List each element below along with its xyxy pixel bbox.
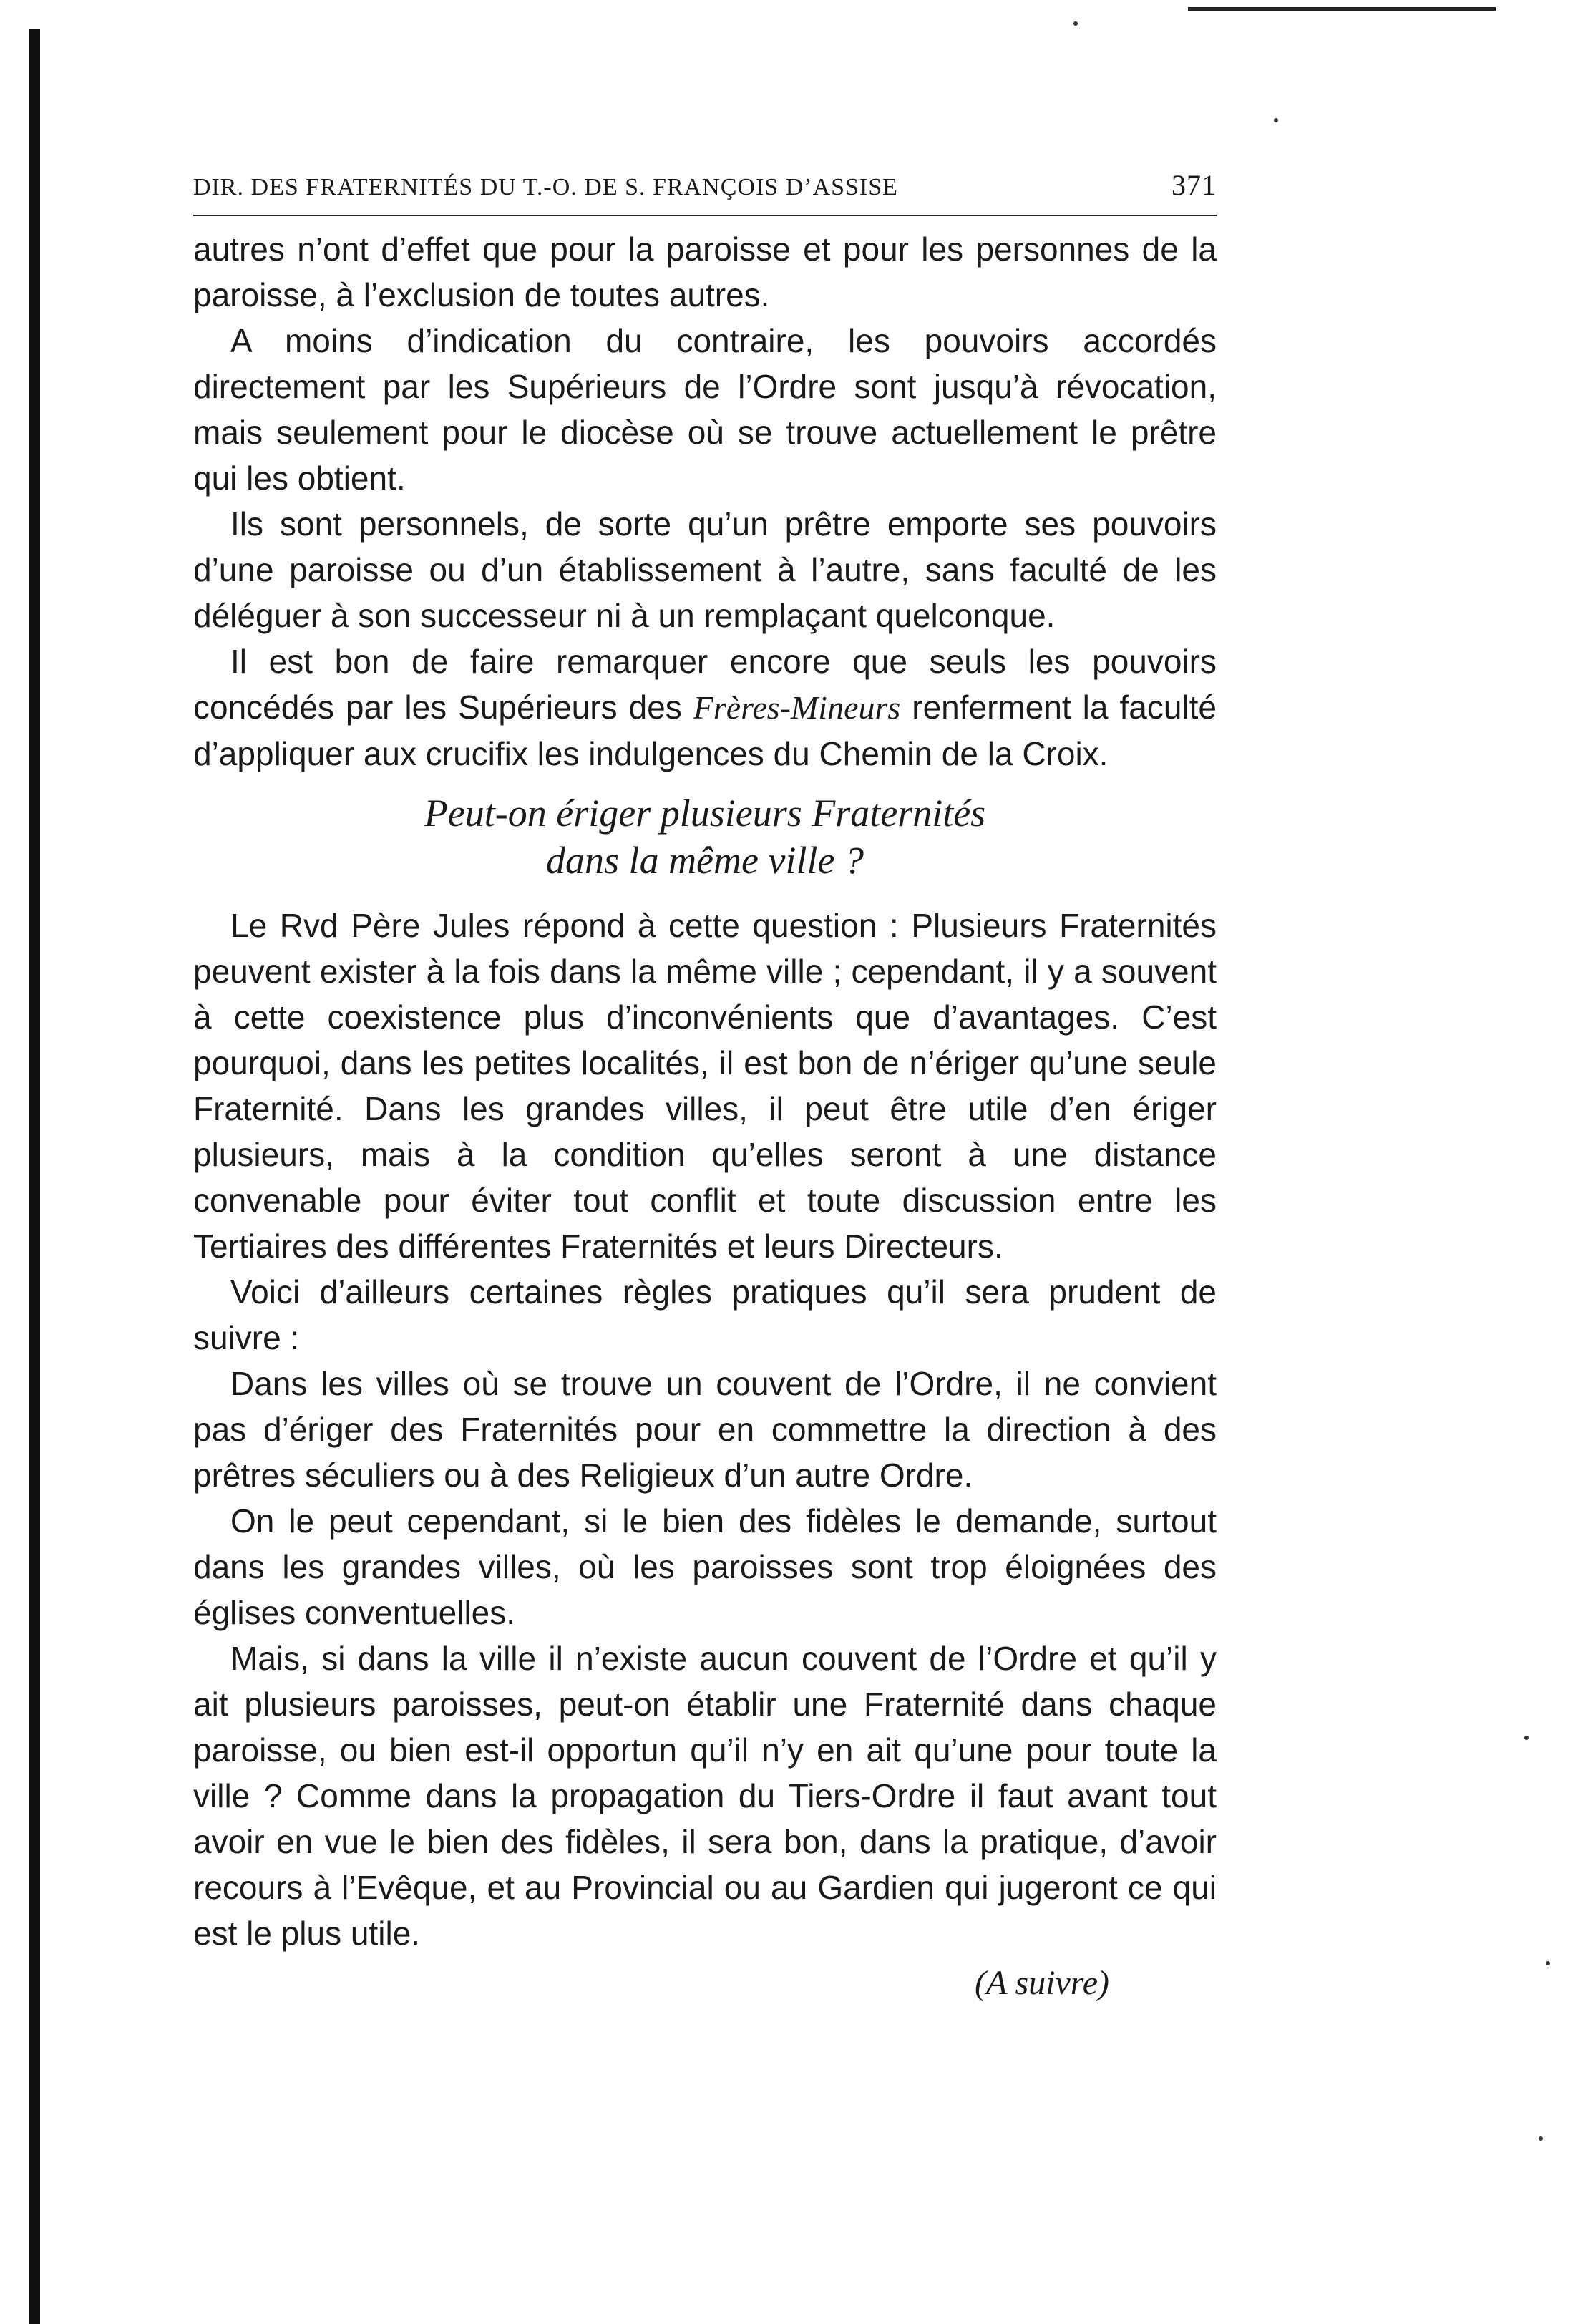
continuation-note: (A suivre): [975, 1964, 1109, 2002]
paragraph: On le peut cependant, si le bien des fidèles le demande, surtout dans les grandes villes, où les paroisses sont trop éloignées des églises conventuelles.: [193, 1502, 1217, 1631]
page-number: 371: [1171, 169, 1217, 201]
paragraph: Voici d’ailleurs certaines règles pratiques qu’il sera prudent de suivre :: [193, 1273, 1217, 1356]
scan-speck: [1524, 1736, 1529, 1740]
paragraph: Mais, si dans la ville il n’existe aucun couvent de l’Ordre et qu’il y ait plusieurs paroisses, peut-on établir une Fraternité dans chaque paroisse, ou bien est-il opportun qu’il n’y en ait qu’une pour toute la ville ? Comme dans la propagation du Tiers-Ordre il faut avant tout avoir en vue le bien des fidèles, il sera bon, dans la pratique, d’avoir recours à l’Evêque, et au Provincial ou au Gardien qui jugeront ce qui est le plus utile.: [193, 1640, 1217, 1952]
paragraph: autres n’ont d’effet que pour la paroisse et pour les personnes de la paroisse, à l’exclusion de toutes autres.: [193, 230, 1217, 313]
scan-binding-edge: [29, 29, 40, 2324]
running-title: DIR. DES FRATERNITÉS DU T.-O. DE S. FRANÇOIS D’ASSISE: [193, 174, 898, 200]
running-header: [193, 168, 1217, 216]
paragraph: Ils sont personnels, de sorte qu’un prêtre emporte ses pouvoirs d’une paroisse ou d’un établissement à l’autre, sans faculté de les déléguer à son successeur ni à un remplaçant quelconque.: [193, 505, 1217, 634]
paragraph: A moins d’indication du contraire, les pouvoirs accordés directement par les Supérieurs de l’Ordre sont jusqu’à révocation, mais seulement pour le diocèse où se trouve actuellement le prêtre qui les obtient.: [193, 322, 1217, 497]
scan-speck: [1539, 2136, 1543, 2141]
page-content: [193, 168, 1217, 2003]
paragraph: Le Rvd Père Jules répond à cette question : Plusieurs Fraternités peuvent exister à la fois dans la même ville ; cependant, il y a souvent à cette coexistence plus d’inconvénients que d’avantages. C’est pourquoi, dans les petites localités, il est bon de n’ériger qu’une seule Fraternité. Dans les grandes villes, il peut être utile d’en ériger plusieurs, mais à la condition qu’elles seront à une distance convenable pour éviter tout conflit et toute discussion entre les Tertiaires des différentes Fraternités et leurs Directeurs.: [193, 907, 1217, 1265]
section-heading: [193, 789, 1217, 884]
paragraph: [193, 638, 1217, 777]
scan-speck: [1546, 1961, 1550, 1965]
text-run: Il est bon de faire remarquer encore que seuls les pouvoirs concédés par les Supérieurs des: [193, 643, 1217, 726]
heading-line: Peut-on ériger plusieurs Fraternités: [424, 792, 986, 835]
scan-top-rule: [1188, 7, 1496, 11]
italic-term: Frères-Mineurs: [693, 689, 901, 726]
paragraph: Dans les villes où se trouve un couvent de l’Ordre, il ne convient pas d’ériger des Fraternités pour en commettre la direction à des prêtres séculiers ou à des Religieux d’un autre Ordre.: [193, 1365, 1217, 1494]
scan-speck: [1073, 21, 1078, 26]
heading-line: dans la même ville ?: [546, 839, 864, 882]
text-run: renferment la faculté d’appliquer aux crucifix les indulgences du Chemin de la Croix.: [193, 689, 1217, 772]
scan-speck: [1274, 118, 1278, 122]
